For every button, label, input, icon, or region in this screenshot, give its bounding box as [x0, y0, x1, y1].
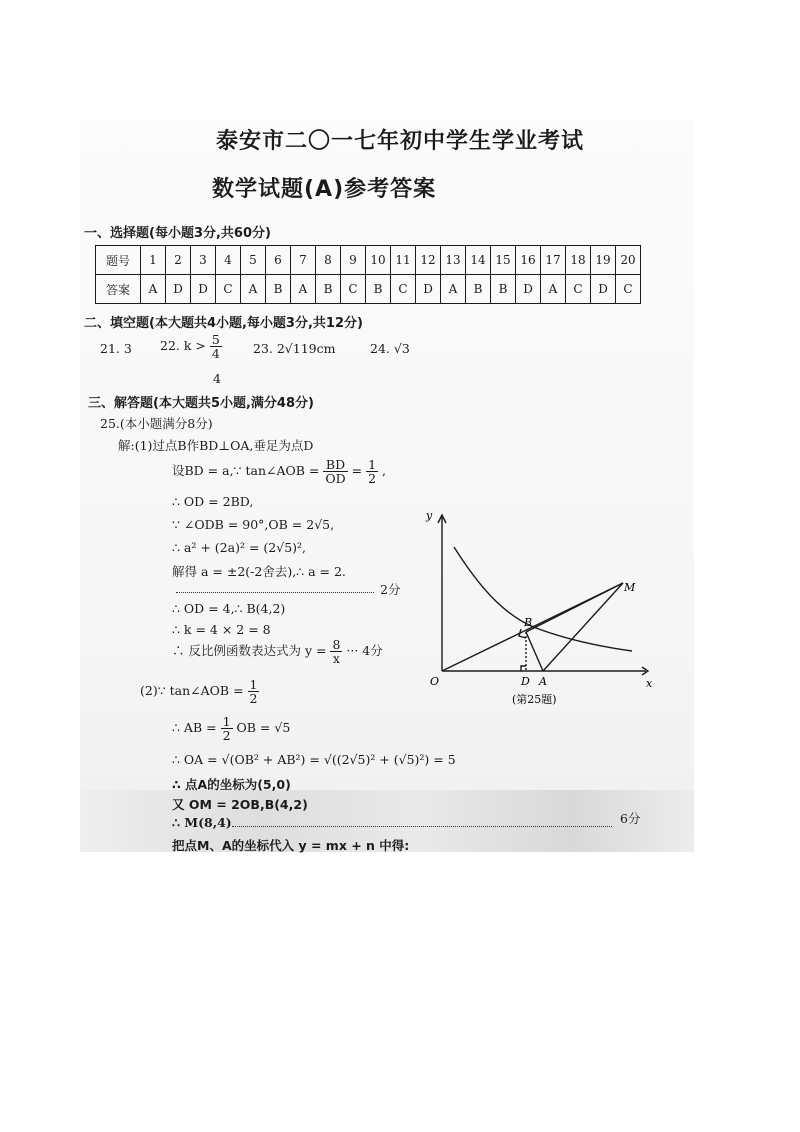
answer-cell: C — [341, 275, 366, 304]
label-m: M — [624, 581, 636, 594]
fill-answer-22 — [160, 333, 222, 360]
fraction-numerator: 1 — [249, 677, 258, 692]
answer-cell: C — [566, 275, 591, 304]
answer-cell: D — [516, 275, 541, 304]
problem-25-figure — [418, 505, 658, 715]
answer-cell: C — [216, 275, 241, 304]
right-angle-mark-d — [521, 666, 526, 671]
hyperbola-curve — [454, 547, 632, 651]
line11-fraction-one-half — [248, 678, 260, 705]
label-a: A — [539, 675, 547, 688]
label-b: B — [524, 616, 533, 629]
comma: , — [382, 463, 387, 479]
solution-line-4: ∵ ∠ODB = 90°,OB = 2√5, — [172, 517, 335, 532]
section1-heading: 一、选择题(每小题3分,共60分) — [84, 226, 271, 241]
fill-answer-22-prefix: 22. k > — [160, 338, 206, 354]
answer-cell: B — [491, 275, 516, 304]
answer-cell: B — [366, 275, 391, 304]
question-number-row — [96, 246, 641, 275]
answer-cell: A — [541, 275, 566, 304]
question-number-cell: 5 — [241, 246, 266, 275]
question-number-cell: 3 — [191, 246, 216, 275]
fill-answer-23: 23. 2√119cm — [253, 341, 336, 356]
fraction-denominator: 2 — [222, 728, 231, 744]
answer-cell: B — [316, 275, 341, 304]
equals-sign: = — [351, 463, 363, 479]
line12-text: ∴ AB = — [172, 720, 217, 736]
fill-answer-24: 24. √3 — [370, 341, 410, 356]
solution-line-15: 又 OM = 2OB,B(4,2) — [172, 797, 308, 812]
answer-cell: A — [141, 275, 166, 304]
question-number-cell: 2 — [166, 246, 191, 275]
question-number-cell: 8 — [316, 246, 341, 275]
answer-cell: D — [591, 275, 616, 304]
question-number-cell: 4 — [216, 246, 241, 275]
question-number-cell: 6 — [266, 246, 291, 275]
question-number-cell: 10 — [366, 246, 391, 275]
question-number-cell: 16 — [516, 246, 541, 275]
answer-key-title: 数学试题(A)参考答案 — [212, 177, 437, 202]
fraction-numerator: BD — [323, 458, 347, 472]
section2-heading: 二、填空题(本大题共4小题,每小题3分,共12分) — [84, 316, 363, 331]
solution-line-8: ∴ OD = 4,∴ B(4,2) — [172, 601, 286, 616]
q25-header: 25.(本小题满分8分) — [100, 416, 213, 431]
exam-title: 泰安市二〇一七年初中学生学业考试 — [216, 128, 585, 154]
score-leader-dots-6 — [232, 826, 612, 827]
solution-line-2 — [172, 458, 386, 485]
figure-caption: (第25题) — [512, 693, 557, 706]
question-number-cell: 9 — [341, 246, 366, 275]
answer-cell: A — [241, 275, 266, 304]
line2-fraction-one-half — [366, 458, 378, 485]
label-x: x — [646, 677, 653, 690]
question-number-cell: 12 — [416, 246, 441, 275]
section3-heading: 三、解答题(本大题共5小题,满分48分) — [88, 396, 314, 411]
score-mark-6: 6分 — [620, 811, 641, 826]
score-leader-dots — [176, 592, 374, 593]
answer-cell: D — [416, 275, 441, 304]
solution-line-12 — [172, 715, 290, 742]
fraction-numerator: 1 — [222, 714, 231, 729]
question-number-cell: 11 — [391, 246, 416, 275]
line2-fraction-bd-od — [323, 458, 347, 485]
solution-line-9: ∴ k = 4 × 2 = 8 — [172, 622, 271, 637]
line-ma-upper — [526, 583, 623, 632]
choice-answer-table — [95, 245, 641, 304]
fill-answer-22-fraction — [210, 333, 222, 360]
answer-row — [96, 275, 641, 304]
line12-text-end: OB = √5 — [236, 720, 291, 736]
line12-fraction-one-half — [221, 715, 233, 742]
question-number-cell: 13 — [441, 246, 466, 275]
answer-cell: A — [441, 275, 466, 304]
answer-cell: D — [166, 275, 191, 304]
solution-line-14: ∴ 点A的坐标为(5,0) — [172, 777, 291, 792]
answer-cell: B — [266, 275, 291, 304]
question-number-cell: 18 — [566, 246, 591, 275]
answer-cell: B — [466, 275, 491, 304]
line10-text: ∴ 反比例函数表达式为 y = — [172, 643, 327, 659]
solution-line-5: ∴ a² + (2a)² = (2√5)², — [172, 540, 307, 555]
solution-line-13: ∴ OA = √(OB² + AB²) = √((2√5)² + (√5)²) = 5 — [172, 752, 456, 767]
line-am — [543, 583, 623, 671]
solution-line-17: 把点M、A的坐标代入 y = mx + n 中得: — [172, 838, 410, 853]
question-number-cell: 1 — [141, 246, 166, 275]
fraction-denominator: x — [332, 651, 340, 667]
answer-cell: C — [616, 275, 641, 304]
line2-text: 设BD = a,∵ tan∠AOB = — [172, 463, 320, 479]
label-d: D — [521, 675, 530, 688]
question-number-cell: 15 — [491, 246, 516, 275]
row-label-answer: 答案 — [96, 275, 141, 304]
solution-line-1: 解:(1)过点B作BD⊥OA,垂足为点D — [118, 438, 314, 453]
label-y: y — [426, 509, 433, 522]
line11-text: (2)∵ tan∠AOB = — [140, 683, 244, 699]
fraction-denominator: 2 — [368, 471, 377, 487]
label-o: O — [430, 675, 440, 688]
question-number-cell: 20 — [616, 246, 641, 275]
solution-line-11 — [140, 678, 259, 705]
line-ba — [526, 632, 543, 671]
score-mark-2: 2分 — [380, 582, 401, 597]
question-number-cell: 7 — [291, 246, 316, 275]
fill-answer-22-stray-digit: 4 — [213, 371, 221, 386]
question-number-cell: 17 — [541, 246, 566, 275]
fraction-numerator: 8 — [332, 637, 341, 652]
fraction-denominator: 2 — [249, 691, 258, 707]
solution-line-10 — [172, 638, 383, 665]
score-mark-4: ··· 4分 — [346, 643, 383, 659]
fraction-numerator: 1 — [368, 457, 377, 472]
fill-answer-21: 21. 3 — [100, 341, 132, 356]
solution-line-3: ∴ OD = 2BD, — [172, 494, 254, 509]
solution-line-16: ∴ M(8,4) — [172, 815, 232, 830]
solution-line-6: 解得 a = ±2(-2舍去),∴ a = 2. — [172, 564, 346, 579]
row-label-number: 题号 — [96, 246, 141, 275]
answer-cell: C — [391, 275, 416, 304]
answer-cell: A — [291, 275, 316, 304]
answer-cell: D — [191, 275, 216, 304]
fraction-denominator: 4 — [211, 346, 220, 362]
fraction-denominator: OD — [325, 471, 346, 487]
line10-fraction-8-over-x — [330, 638, 342, 665]
fraction-numerator: 5 — [211, 332, 220, 347]
question-number-cell: 14 — [466, 246, 491, 275]
question-number-cell: 19 — [591, 246, 616, 275]
